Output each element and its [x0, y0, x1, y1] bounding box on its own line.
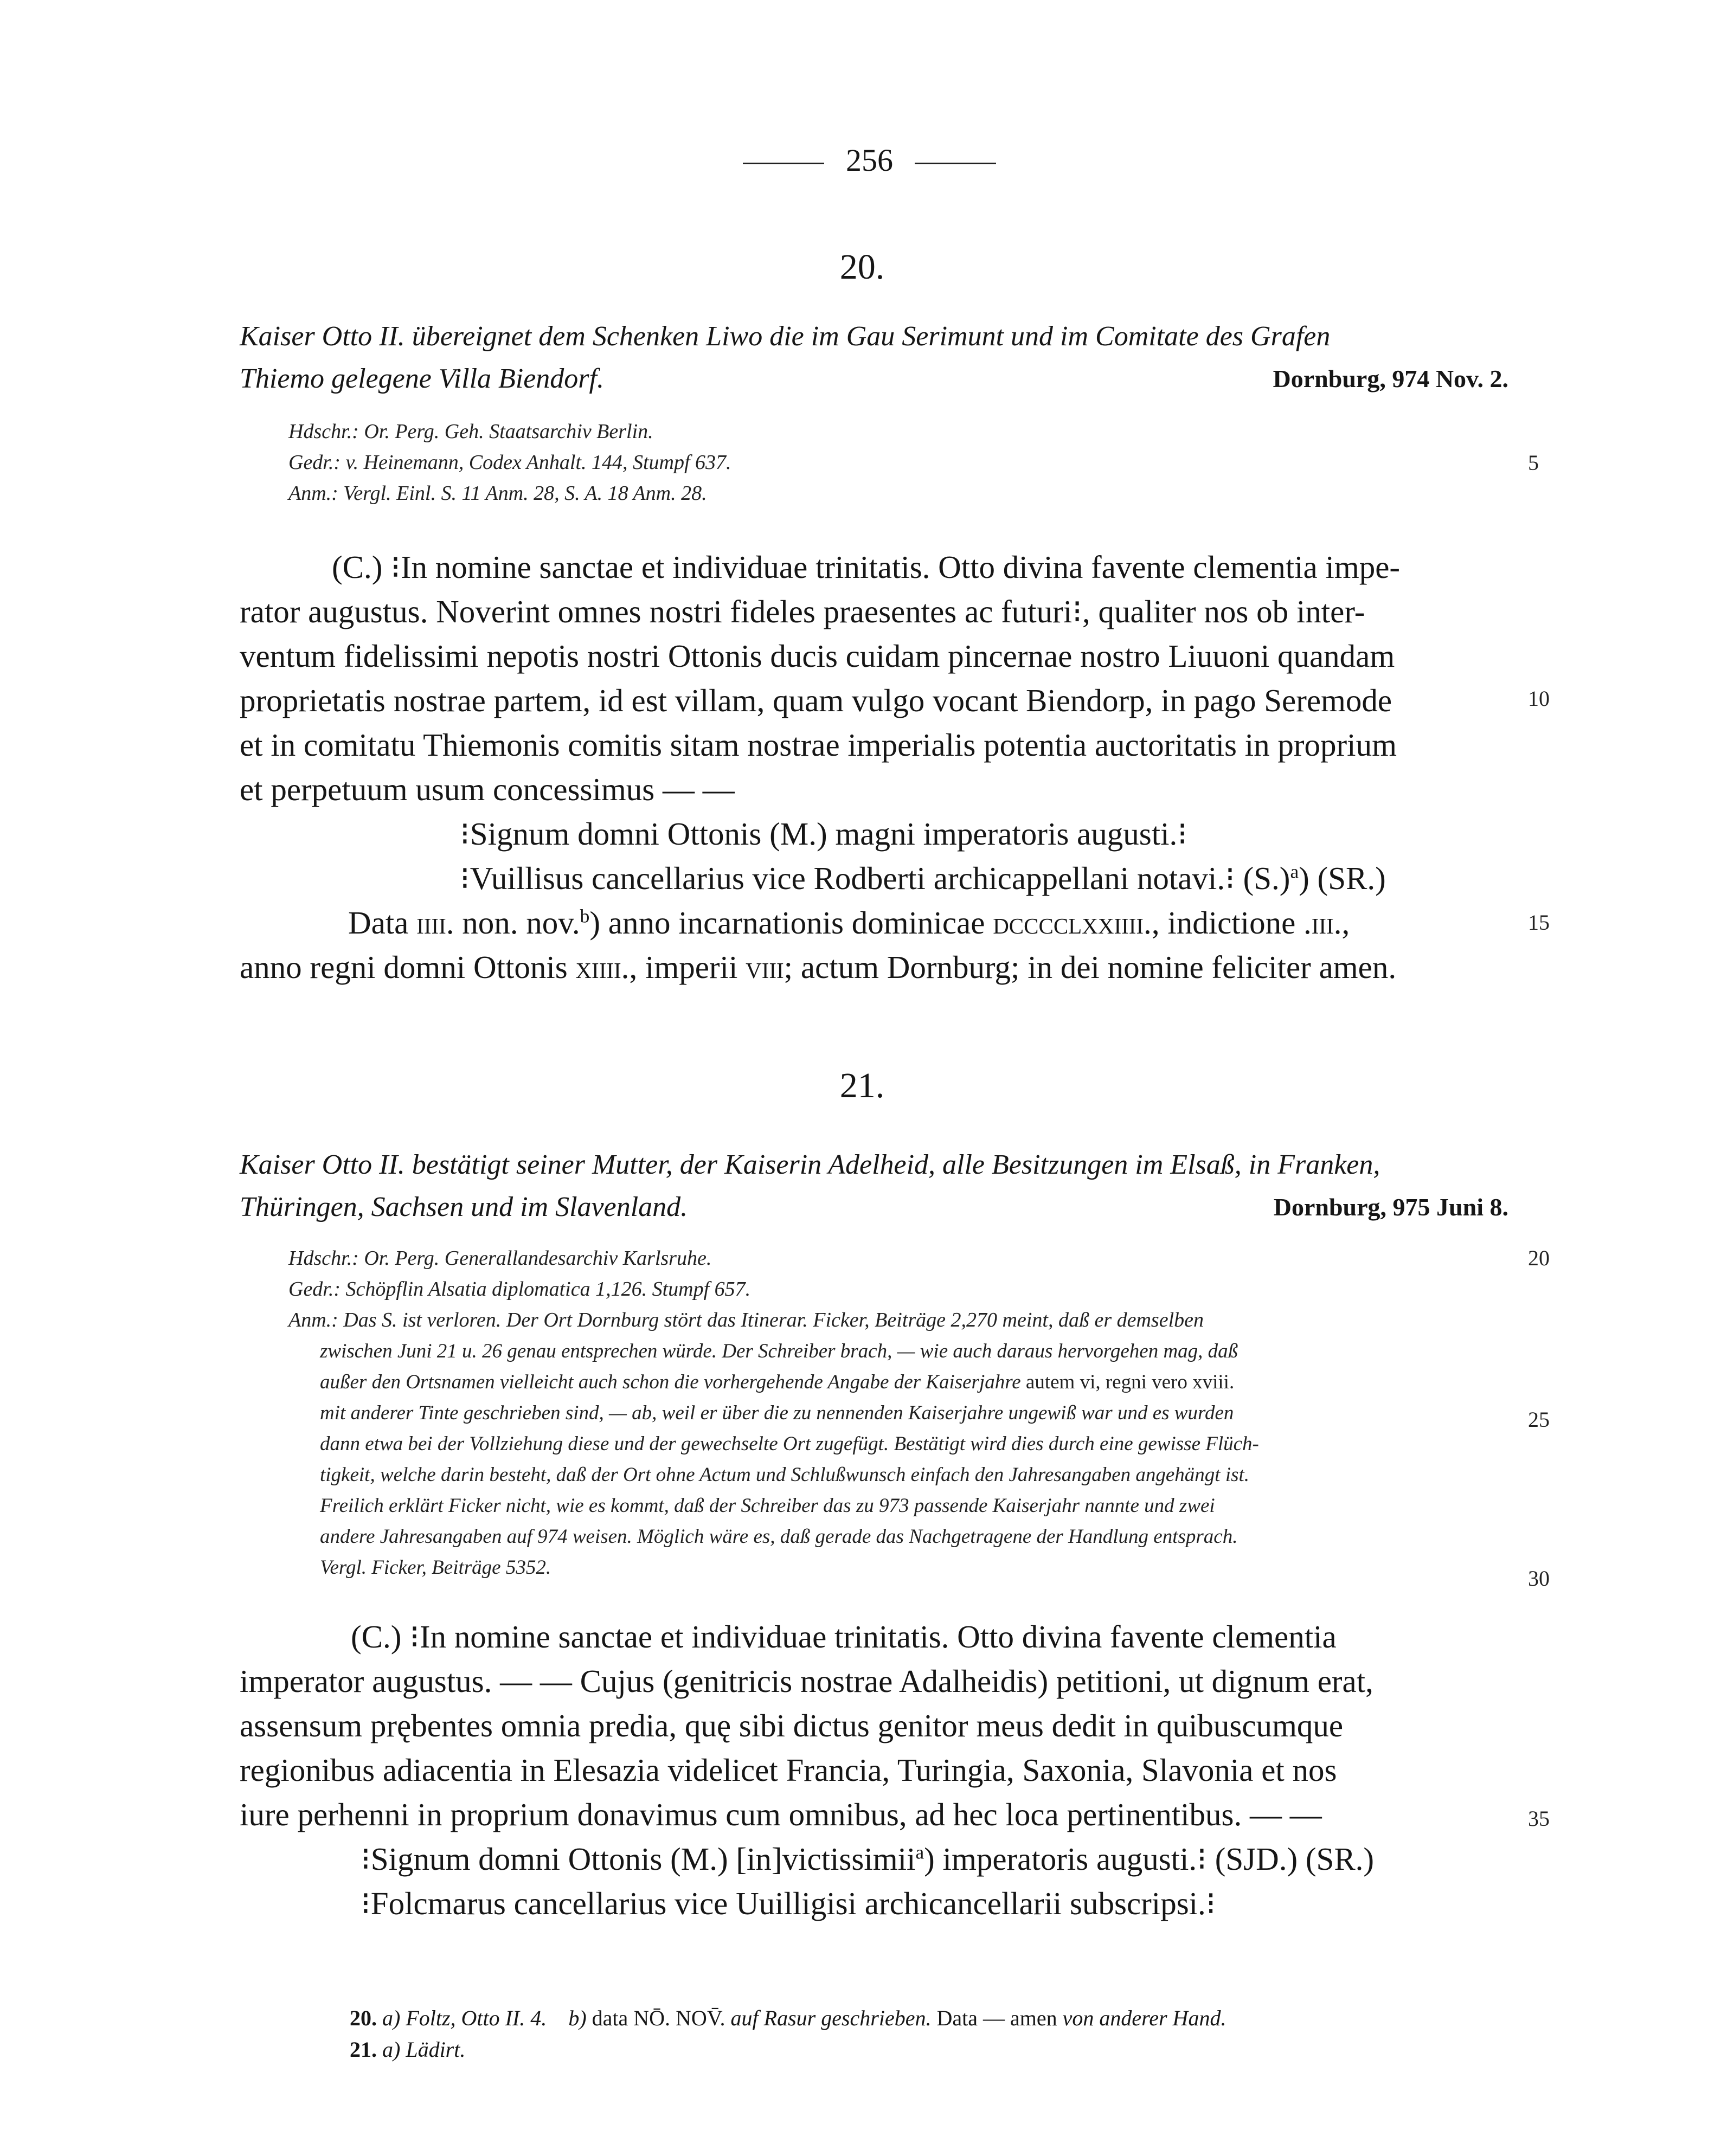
regest-line: Kaiser Otto II. übereignet dem Schenken Liwo die im Gau Serimunt und im Comitate des Grafen — [240, 321, 1331, 352]
diploma-text — [240, 1614, 1373, 1837]
text-line: imperator augustus. — — Cujus (genitricis nostrae Adalheidis) petitioni, ut dignum erat, — [240, 1663, 1373, 1699]
text-line: et perpetuum usum concessimus — — — [240, 771, 735, 807]
apparatus-line: Anm.: Das S. ist verloren. Der Ort Dornburg stört das Itinerar. Ficker, Beiträge 2,270 meint, daß er demselben — [288, 1309, 1204, 1331]
document-number: 20. — [839, 247, 885, 287]
regest — [240, 316, 1508, 400]
divider — [915, 163, 996, 164]
regest-line: Kaiser Otto II. bestätigt seiner Mutter, der Kaiserin Adelheid, alle Besitzungen im Elsaß, in Franken, — [240, 1149, 1380, 1180]
divider — [743, 163, 824, 164]
line-number: 10 — [1528, 686, 1550, 711]
text-line: rator augustus. Noverint omnes nostri fideles praesentes ac futuri⁝, qualiter nos ob inter- — [240, 594, 1365, 629]
document-number: 21. — [839, 1066, 885, 1105]
line-number: 20 — [1528, 1246, 1550, 1270]
text-line: proprietatis nostrae partem, id est villam, quam vulgo vocant Biendorp, in pago Seremode — [240, 683, 1392, 718]
regest — [240, 1144, 1508, 1228]
place-date: Dornburg, 975 Juni 8. — [1273, 1193, 1508, 1221]
text-line: ventum fidelissimi nepotis nostri Ottonis ducis cuidam pincernae nostro Liuuoni quandam — [240, 638, 1395, 674]
note-line: außer den Ortsnamen vielleicht auch schon die vorhergehende Angabe der Kaiserjahre autem vi, regni vero xviii. — [320, 1371, 1235, 1393]
apparatus-line: Hdschr.: Or. Perg. Geh. Staatsarchiv Berlin. — [288, 420, 653, 443]
place-date: Dornburg, 974 Nov. 2. — [1273, 365, 1508, 392]
text-line: et in comitatu Thiemonis comitis sitam nostrae imperialis potentia auctoritatis in proprium — [240, 727, 1397, 763]
note-line: mit anderer Tinte geschrieben sind, — ab, weil er über die zu nennenden Kaiserjahre ungewiß war und es wurden — [320, 1402, 1234, 1424]
text-line: regionibus adiacentia in Elesazia videlicet Francia, Turingia, Saxonia, Slavonia et nos — [240, 1752, 1337, 1788]
note-line: zwischen Juni 21 u. 26 genau entsprechen würde. Der Schreiber brach, — wie auch daraus hervorgehen mag, daß — [320, 1340, 1238, 1362]
apparatus-line: Gedr.: v. Heinemann, Codex Anhalt. 144, Stumpf 637. — [288, 451, 731, 474]
line-number: 35 — [1528, 1806, 1550, 1831]
apparatus — [288, 416, 731, 509]
datum-line: Data iiii. non. nov.$^b$) anno incarnationis dominicae dcccclxxiiii., indictione .iii., — [348, 905, 1350, 941]
apparatus-line: Hdschr.: Or. Perg. Generallandesarchiv Karlsruhe. — [288, 1247, 712, 1270]
recognition-line: ⁝Vuillisus cancellarius vice Rodberti archicappellani notavi.⁝ $(S.)^a$) (SR.) — [460, 860, 1386, 896]
datum-line: anno regni domni Ottonis xiiii., imperii viii; actum Dornburg; in dei nomine feliciter amen. — [240, 949, 1397, 985]
line-number: 15 — [1528, 910, 1550, 935]
note-line: tigkeit, welche darin besteht, daß der Ort ohne Actum und Schlußwunsch einfach den Jahresangaben angehängt ist. — [320, 1464, 1250, 1486]
note-line: andere Jahresangaben auf 974 weisen. Möglich wäre es, daß gerade das Nachgetragene der Handlung entsprach. — [320, 1526, 1238, 1548]
regest-line: Thüringen, Sachsen und im Slavenland. Dornburg, 975 Juni 8. — [240, 1186, 1508, 1228]
line-number: 5 — [1528, 450, 1539, 475]
footnote: 21. a) Lädirt. — [350, 2037, 466, 2062]
apparatus — [288, 1243, 1204, 1336]
line-number: 25 — [1528, 1407, 1550, 1432]
text-line: (C.) ⁝In nomine sanctae et individuae trinitatis. Otto divina favente clementia — [351, 1619, 1337, 1655]
note-line: dann etwa bei der Vollziehung diese und der gewechselte Ort zugefügt. Bestätigt wird dies durch eine gewisse Flüch- — [320, 1433, 1259, 1455]
text-line: assensum prębentes omnia predia, quę sibi dictus genitor meus dedit in quibuscumque — [240, 1708, 1344, 1743]
note — [320, 1336, 1259, 1583]
apparatus-line: Anm.: Vergl. Einl. S. 11 Anm. 28, S. A. 18 Anm. 28. — [288, 482, 707, 505]
text-line: iure perhenni in proprium donavimus cum omnibus, ad hec loca pertinentibus. — — — [240, 1797, 1322, 1832]
note-line: Vergl. Ficker, Beiträge 5352. — [320, 1556, 551, 1579]
page-number: 256 — [721, 142, 1014, 178]
note-line: Freilich erklärt Ficker nicht, wie es kommt, daß der Schreiber das zu 973 passende Kaiserjahr nannte und zwei — [320, 1495, 1215, 1517]
regest-line: Thiemo gelegene Villa Biendorf. Dornburg, 974 Nov. 2. — [240, 358, 1508, 400]
apparatus-line: Gedr.: Schöpflin Alsatia diplomatica 1,126. Stumpf 657. — [288, 1278, 751, 1301]
signum-line: ⁝Signum domni Ottonis (M.) magni imperatoris augusti.⁝ — [460, 816, 1187, 852]
text-line: (C.) ⁝In nomine sanctae et individuae trinitatis. Otto divina favente clementia impe- — [332, 549, 1401, 585]
footnote: 20. a) Foltz, Otto II. 4. b) data NŌ. NOV̄. auf Rasur geschrieben. Data — amen von anderer Hand. — [350, 2006, 1226, 2030]
signum-line: ⁝Signum domni Ottonis (M.) [in]victissimii$^a$) imperatoris augusti.⁝ (SJD.) (SR.) — [361, 1841, 1375, 1877]
recognition-line: ⁝Folcmarus cancellarius vice Uuilligisi archicancellarii subscripsi.⁝ — [361, 1885, 1216, 1921]
diploma-text — [240, 545, 1400, 812]
line-number: 30 — [1528, 1566, 1550, 1591]
